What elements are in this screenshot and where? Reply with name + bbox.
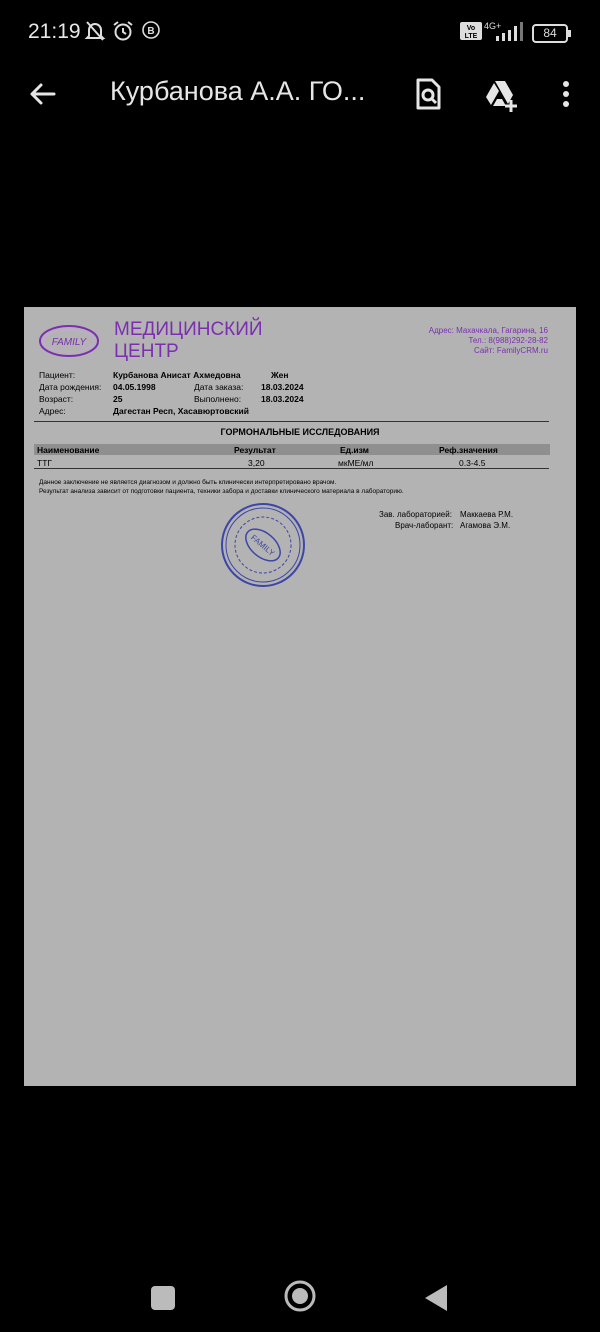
svg-text:FAMILY: FAMILY <box>249 532 277 558</box>
vk-b-icon <box>141 20 161 40</box>
system-nav-bar <box>0 1262 600 1332</box>
table-header: Наименование Результат Ед.изм Реф.значения <box>34 444 550 455</box>
signatures: Зав. лабораторией: Маккаева Р.М. Врач-лаборант: Агамова Э.М. <box>379 510 514 530</box>
clinic-name: МЕДИЦИНСКИЙ ЦЕНТР <box>114 319 263 362</box>
section-title: ГОРМОНАЛЬНЫЕ ИССЛЕДОВАНИЯ <box>220 427 380 437</box>
add-to-drive-icon[interactable] <box>482 74 522 114</box>
back-triangle-icon[interactable] <box>424 1284 448 1312</box>
divider <box>34 421 549 422</box>
signal-4g-icon <box>484 20 524 42</box>
clinic-contacts: Адрес: Махачкала, Гагарина, 16 Тел.: 8(988)292-28-82 Сайт: FamilyCRM.ru <box>428 326 548 355</box>
app-bar <box>0 64 600 124</box>
svg-text:Vo: Vo <box>466 25 476 32</box>
volte-icon <box>460 22 482 40</box>
svg-text:FAMILY: FAMILY <box>51 337 87 348</box>
battery-indicator: 84 <box>532 24 568 43</box>
more-options-icon[interactable] <box>546 74 586 114</box>
svg-text:4G+: 4G+ <box>484 21 502 31</box>
notifications-off-icon <box>84 20 106 42</box>
recents-icon[interactable] <box>150 1285 176 1311</box>
find-in-document-icon[interactable] <box>408 74 448 114</box>
document-page <box>24 307 576 1086</box>
disclaimer: Данное заключение не является диагнозом и должно быть клинически интерпретировано врачом. Результат анализа зависит от подготовки пациента, техники забора и доставки клинического материала в лабораторию. <box>39 479 404 495</box>
patient-info: Пациент: Курбанова Анисат Ахмедовна Жен Дата рождения: 04.05.1998 Дата заказа: 18.03.2024 Возраст: 25 Выполнено: 18.03.2024 Адрес: Дагестан Респ, Хасавюртовский <box>39 370 304 416</box>
status-time: 21:19 <box>28 20 81 43</box>
divider <box>34 468 549 469</box>
document-title: Курбанова А.А. ГО... <box>110 76 366 106</box>
status-bar <box>0 0 600 64</box>
svg-text:B: B <box>147 26 155 37</box>
clinic-stamp <box>219 501 307 589</box>
family-logo <box>38 323 100 359</box>
home-icon[interactable] <box>283 1279 317 1313</box>
back-arrow-icon[interactable] <box>22 74 62 114</box>
alarm-icon <box>112 20 134 42</box>
svg-text:LTE: LTE <box>464 33 478 40</box>
table-row: ТТГ 3,20 мкМЕ/мл 0.3-4.5 <box>37 458 486 468</box>
